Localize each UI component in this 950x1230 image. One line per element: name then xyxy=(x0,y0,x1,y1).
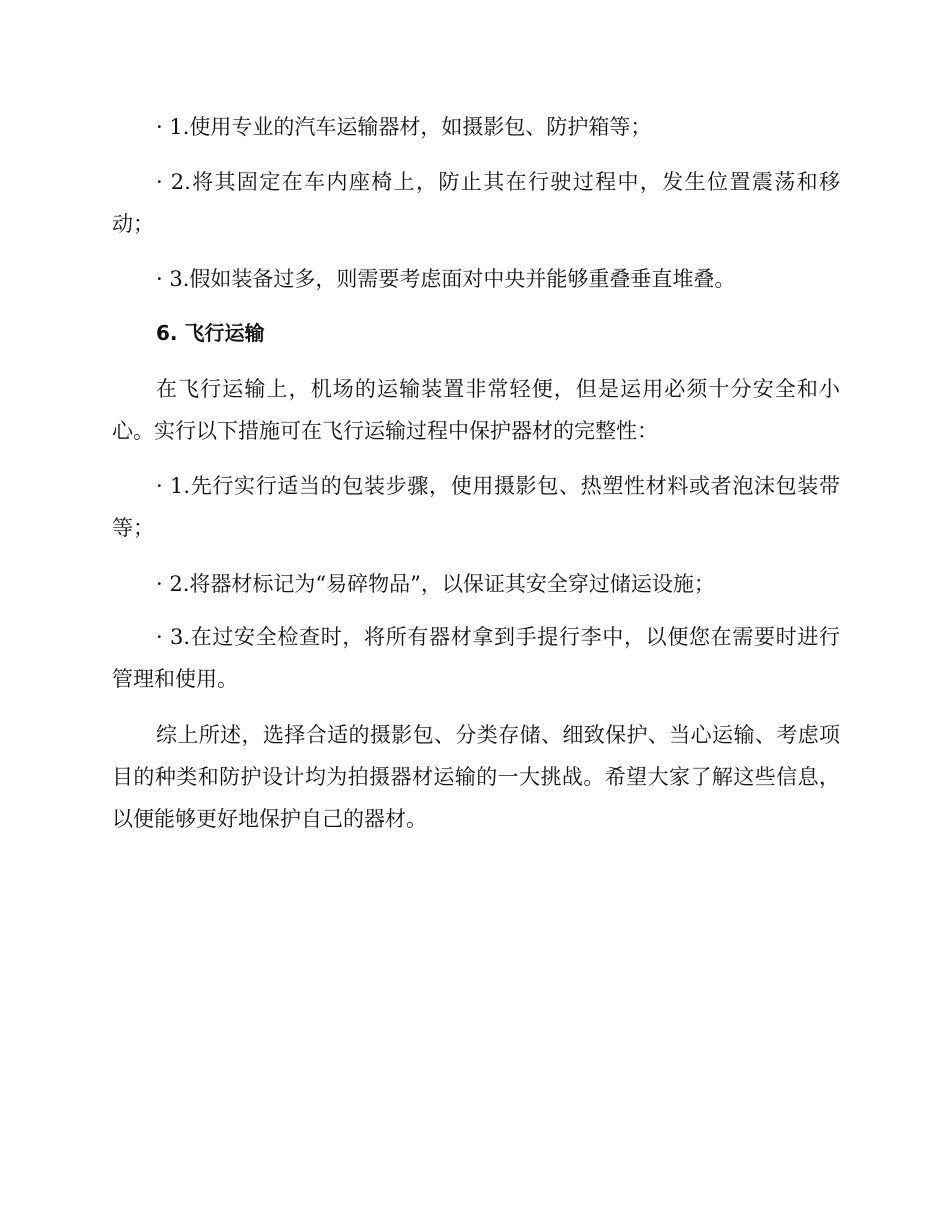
bullet-car-1: · 1.使用专业的汽车运输器材，如摄影包、防护箱等； xyxy=(156,115,652,139)
bullet-car-3: · 3.假如装备过多，则需要考虑面对中央并能够重叠垂直堆叠。 xyxy=(156,267,736,291)
bullet-flight-2: · 2.将器材标记为“易碎物品”，以保证其安全穿过储运设施； xyxy=(156,572,715,596)
bullet-flight-1: · 1.先行实行适当的包装步骤，使用摄影包、热塑性材料或者泡沫包装带等； xyxy=(112,474,840,540)
paragraph-conclusion: 综上所述，选择合适的摄影包、分类存储、细致保护、当心运输、考虑项目的种类和防护设计均为拍摄器材运输的一大挑战。希望大家了解这些信息，以便能够更好地保护自己的器材。 xyxy=(112,723,840,831)
paragraph-flight-intro: 在飞行运输上，机场的运输装置非常轻便，但是运用必须十分安全和小心。实行以下措施可在飞行运输过程中保护器材的完整性： xyxy=(112,377,840,443)
section-heading-flight: 6. 飞行运输 xyxy=(156,321,265,345)
bullet-flight-3: · 3.在过安全检查时，将所有器材拿到手提行李中，以便您在需要时进行管理和使用。 xyxy=(112,625,840,691)
bullet-car-2: · 2.将其固定在车内座椅上，防止其在行驶过程中，发生位置震荡和移动； xyxy=(112,170,840,236)
